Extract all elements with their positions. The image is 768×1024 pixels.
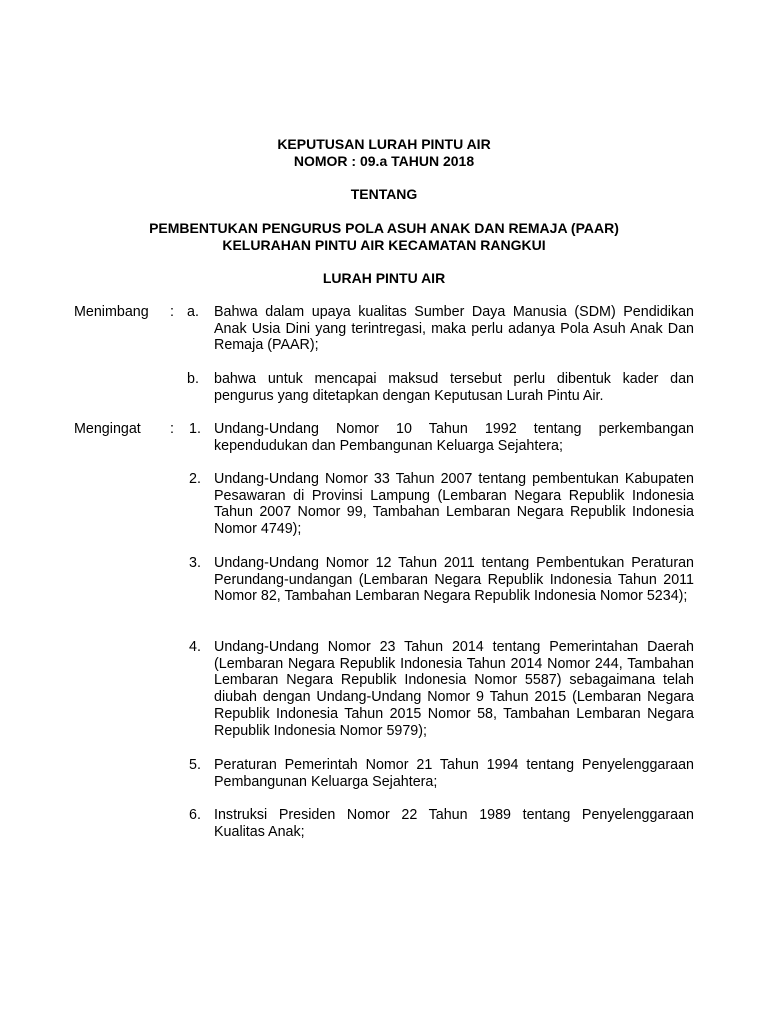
decree-subject xyxy=(0,220,768,254)
list-item-text: bahwa untuk mencapai maksud tersebut perlu dibentuk kader dan pengurus yang ditetapkan dengan Keputusan Lurah Pintu Air. xyxy=(214,371,694,404)
decree-subject-line2: KELURAHAN PINTU AIR KECAMATAN RANGKUI xyxy=(222,237,546,253)
list-item-text: Undang-Undang Nomor 10 Tahun 1992 tentang perkembangan kependudukan dan Pembangunan Keluarga Sejahtera; xyxy=(214,421,694,454)
list-marker: b. xyxy=(187,371,199,387)
list-item-text: Undang-Undang Nomor 33 Tahun 2007 tentang pembentukan Kabupaten Pesawaran di Provinsi Lampung (Lembaran Negara Republik Indonesia Tahun 2007 Nomor 99, Tambahan Lembaran Negara Republik Indonesia Nomor 4749); xyxy=(214,471,694,538)
list-marker: 2. xyxy=(189,471,201,487)
list-item-text: Instruksi Presiden Nomor 22 Tahun 1989 tentang Penyelenggaraan Kualitas Anak; xyxy=(214,807,694,840)
list-marker: 6. xyxy=(189,807,201,823)
mengingat-label: Mengingat xyxy=(74,421,141,437)
list-marker: 3. xyxy=(189,555,201,571)
list-marker: 5. xyxy=(189,757,201,773)
decree-title-line1: KEPUTUSAN LURAH PINTU AIR xyxy=(277,136,491,152)
list-marker: 1. xyxy=(189,421,201,437)
list-item-text: Peraturan Pemerintah Nomor 21 Tahun 1994 tentang Penyelenggaraan Pembangunan Keluarga Sejahtera; xyxy=(214,757,694,790)
decree-number: NOMOR : 09.a TAHUN 2018 xyxy=(293,153,475,169)
issuing-authority: LURAH PINTU AIR xyxy=(322,270,446,286)
list-marker: a. xyxy=(187,304,199,320)
list-item-text: Undang-Undang Nomor 12 Tahun 2011 tentang Pembentukan Peraturan Perundang-undangan (Lembaran Negara Republik Indonesia Tahun 2011 Nomor 82, Tambahan Lembaran Negara Republik Indonesia Nomor 5234); xyxy=(214,555,694,605)
list-marker: 4. xyxy=(189,639,201,655)
list-item-text: Bahwa dalam upaya kualitas Sumber Daya Manusia (SDM) Pendidikan Anak Usia Dini yang terintregasi, maka perlu adanya Pola Asuh Anak Dan Remaja (PAAR); xyxy=(214,304,694,354)
list-item-text: Undang-Undang Nomor 23 Tahun 2014 tentang Pemerintahan Daerah (Lembaran Negara Republik Indonesia Tahun 2014 Nomor 244, Tambahan Lembaran Negara Republik Indonesia Nomor 5587) sebagaimana telah diubah dengan Undang-Undang Nomor 9 Tahun 2015 (Lembaran Negara Republik Indonesia Tahun 2015 Nomor 58, Tambahan Lembaran Negara Republik Indonesia Nomor 5979); xyxy=(214,639,694,739)
decree-title xyxy=(0,136,768,170)
menimbang-colon: : xyxy=(170,304,174,320)
mengingat-colon: : xyxy=(170,421,174,437)
decree-subject-line1: PEMBENTUKAN PENGURUS POLA ASUH ANAK DAN REMAJA (PAAR) xyxy=(149,220,619,236)
tentang-heading: TENTANG xyxy=(350,186,418,202)
menimbang-label: Menimbang xyxy=(74,304,149,320)
